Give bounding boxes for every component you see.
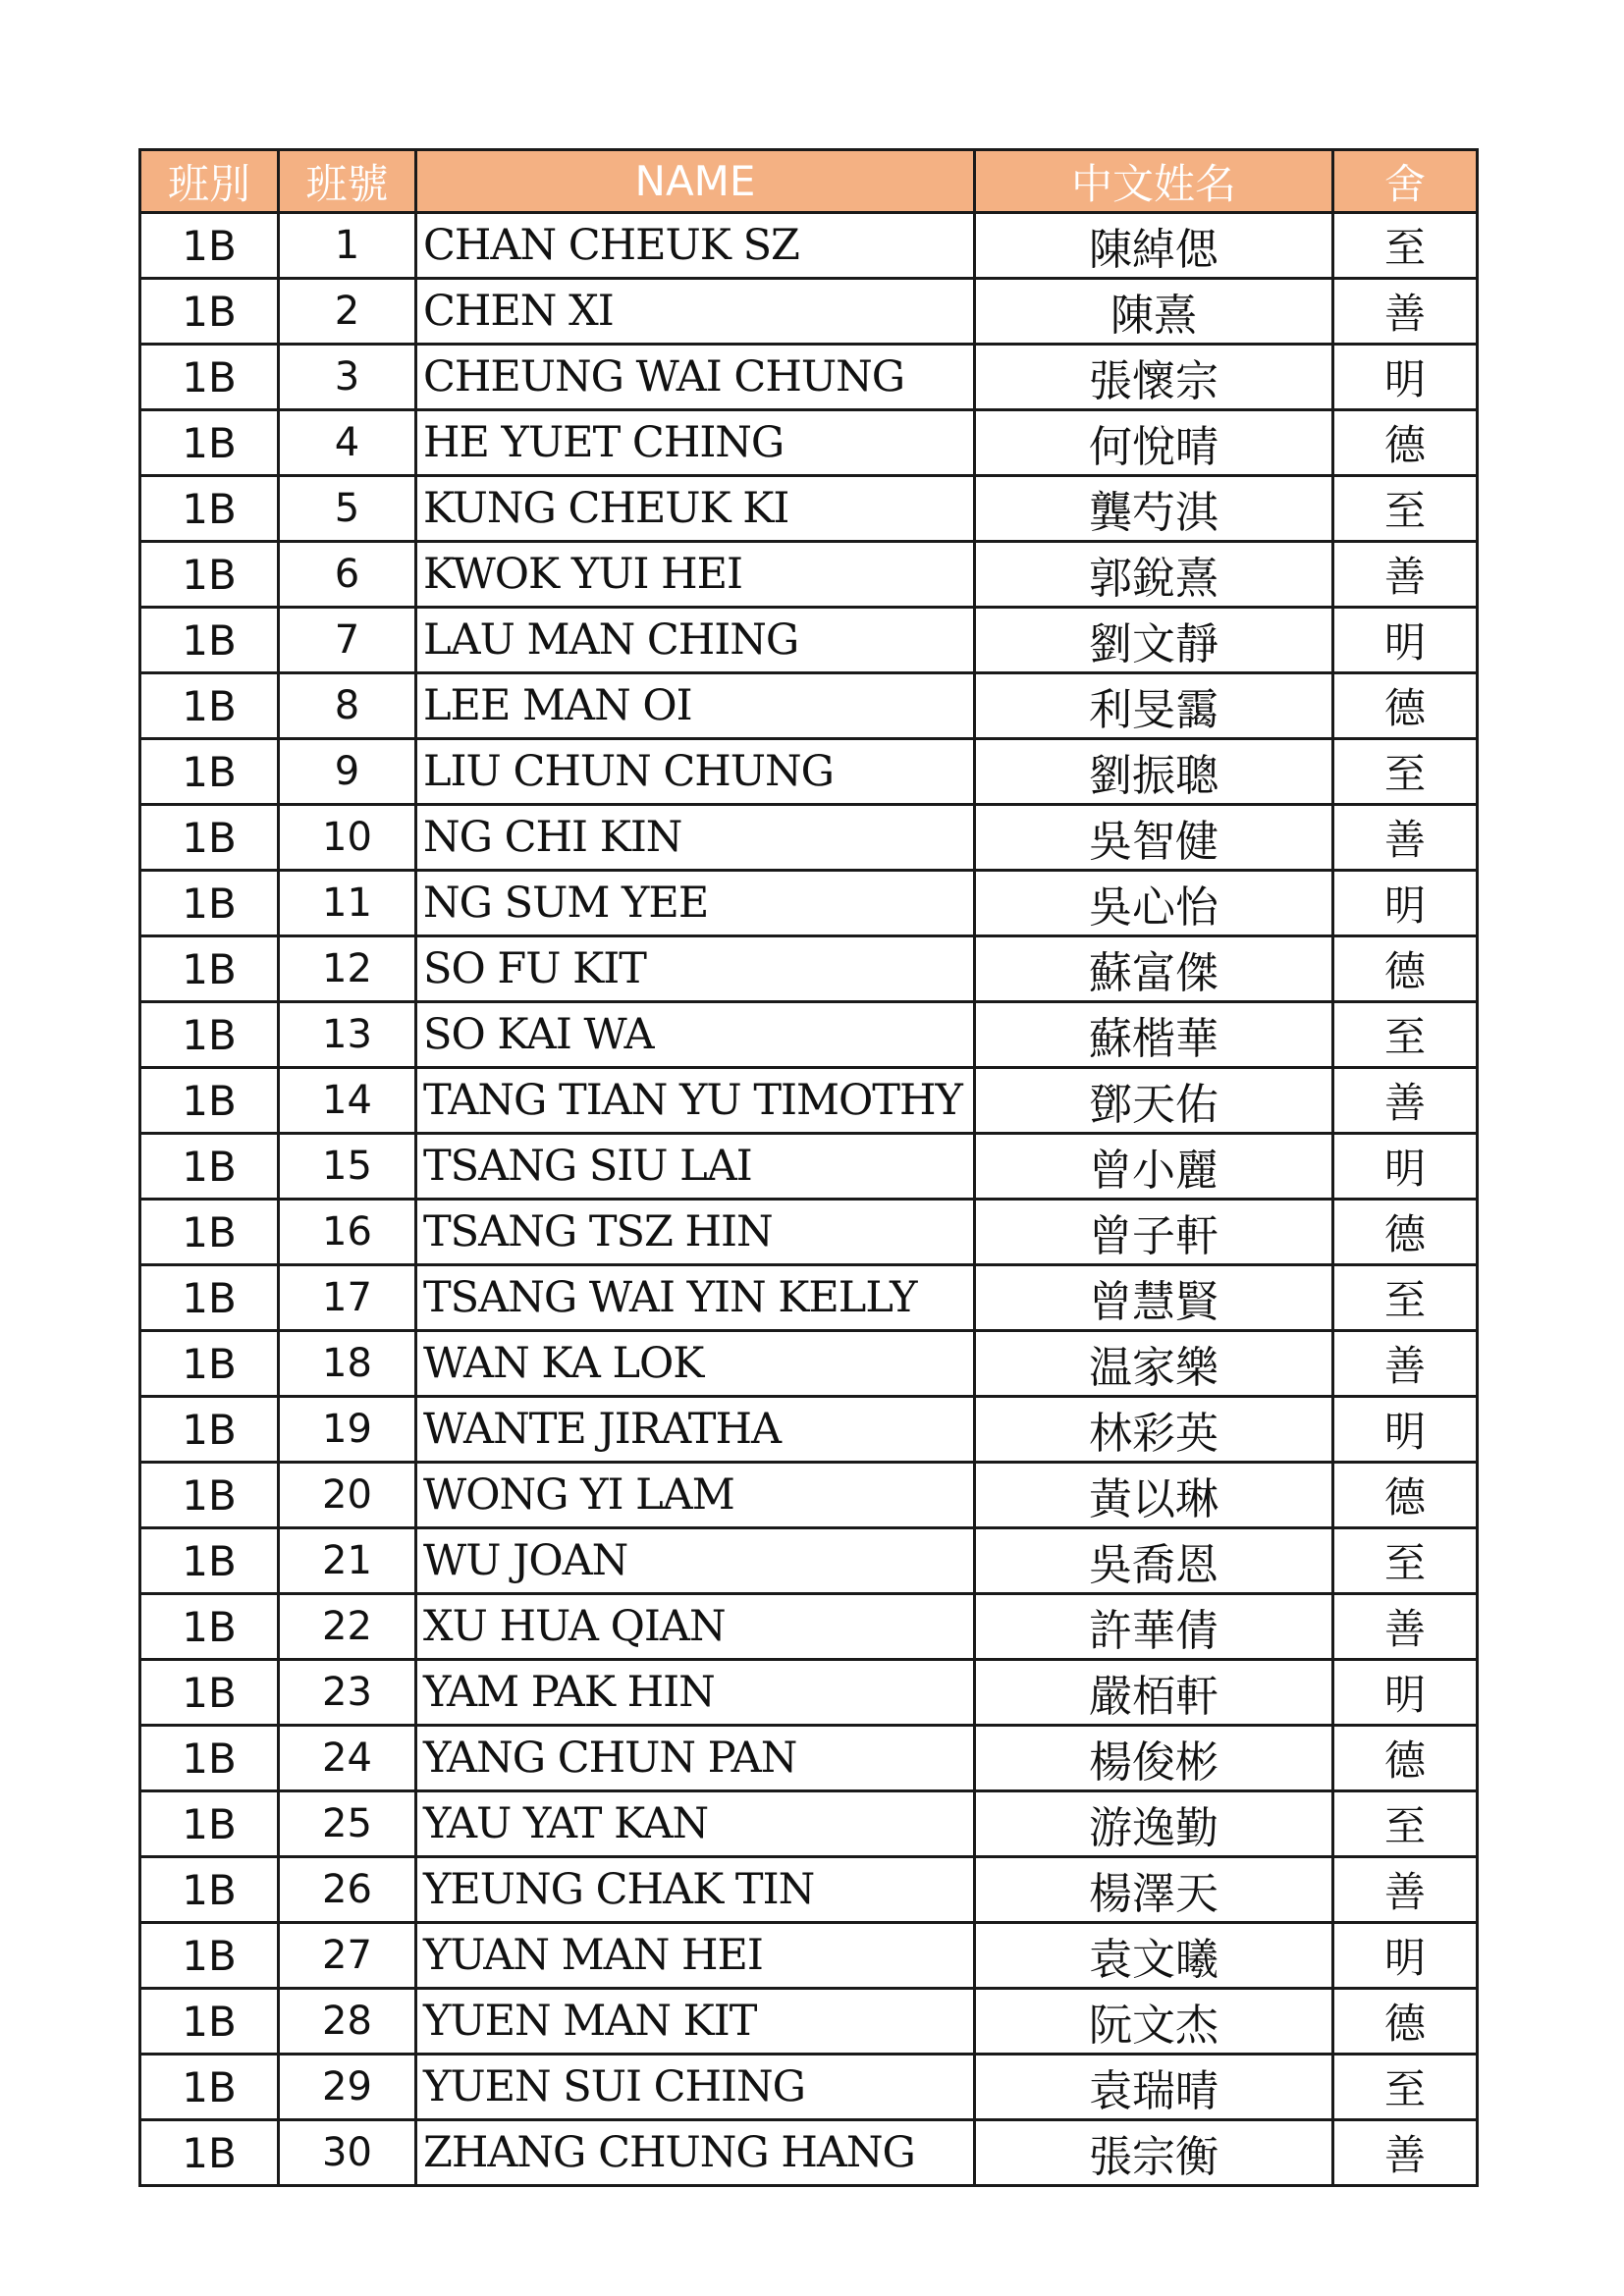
table-row <box>140 213 1478 279</box>
class-roster-table <box>138 148 1479 2187</box>
class-cell: 1B <box>140 1134 279 1200</box>
table-body <box>140 213 1478 2186</box>
class-cell: 1B <box>140 1265 279 1331</box>
chinese-name-cell: 陳綽偲 <box>975 213 1333 279</box>
class-cell: 1B <box>140 542 279 608</box>
english-name-cell: CHEN XI <box>416 279 975 345</box>
table-row <box>140 1134 1478 1200</box>
chinese-name-cell: 曾小麗 <box>975 1134 1333 1200</box>
student-number-cell: 17 <box>279 1265 416 1331</box>
class-cell: 1B <box>140 345 279 410</box>
class-cell: 1B <box>140 1200 279 1265</box>
student-number-cell: 20 <box>279 1463 416 1528</box>
chinese-name-cell: 張宗衡 <box>975 2120 1333 2186</box>
table-row <box>140 1265 1478 1331</box>
student-number-cell: 18 <box>279 1331 416 1397</box>
table-row <box>140 1331 1478 1397</box>
english-name-cell: WAN KA LOK <box>416 1331 975 1397</box>
chinese-name-cell: 袁瑞晴 <box>975 2055 1333 2120</box>
class-cell: 1B <box>140 1594 279 1660</box>
chinese-name-cell: 游逸勤 <box>975 1791 1333 1857</box>
student-number-cell: 23 <box>279 1660 416 1726</box>
house-cell: 至 <box>1333 1528 1478 1594</box>
class-cell: 1B <box>140 673 279 739</box>
english-name-cell: CHAN CHEUK SZ <box>416 213 975 279</box>
house-cell: 至 <box>1333 213 1478 279</box>
student-number-cell: 28 <box>279 1989 416 2055</box>
chinese-name-cell: 郭銳熹 <box>975 542 1333 608</box>
house-cell: 德 <box>1333 410 1478 476</box>
student-number-cell: 8 <box>279 673 416 739</box>
english-name-cell: LIU CHUN CHUNG <box>416 739 975 805</box>
house-cell: 至 <box>1333 1791 1478 1857</box>
english-name-cell: YEUNG CHAK TIN <box>416 1857 975 1923</box>
house-cell: 德 <box>1333 1989 1478 2055</box>
student-number-cell: 26 <box>279 1857 416 1923</box>
class-cell: 1B <box>140 1989 279 2055</box>
house-cell: 明 <box>1333 1397 1478 1463</box>
column-header-class: 班別 <box>140 150 279 213</box>
house-cell: 明 <box>1333 1660 1478 1726</box>
house-cell: 善 <box>1333 542 1478 608</box>
chinese-name-cell: 張懷宗 <box>975 345 1333 410</box>
table-row <box>140 1594 1478 1660</box>
house-cell: 善 <box>1333 1594 1478 1660</box>
chinese-name-cell: 楊澤天 <box>975 1857 1333 1923</box>
chinese-name-cell: 吳心怡 <box>975 871 1333 936</box>
class-cell: 1B <box>140 1528 279 1594</box>
student-number-cell: 12 <box>279 936 416 1002</box>
student-number-cell: 22 <box>279 1594 416 1660</box>
class-cell: 1B <box>140 1397 279 1463</box>
table-row <box>140 1002 1478 1068</box>
english-name-cell: CHEUNG WAI CHUNG <box>416 345 975 410</box>
chinese-name-cell: 嚴栢軒 <box>975 1660 1333 1726</box>
house-cell: 明 <box>1333 345 1478 410</box>
chinese-name-cell: 陳熹 <box>975 279 1333 345</box>
class-cell: 1B <box>140 739 279 805</box>
class-cell: 1B <box>140 871 279 936</box>
chinese-name-cell: 蘇富傑 <box>975 936 1333 1002</box>
table-row <box>140 1923 1478 1989</box>
table-row <box>140 608 1478 673</box>
table-row <box>140 476 1478 542</box>
student-number-cell: 19 <box>279 1397 416 1463</box>
chinese-name-cell: 林彩英 <box>975 1397 1333 1463</box>
table-row <box>140 936 1478 1002</box>
student-number-cell: 15 <box>279 1134 416 1200</box>
class-cell: 1B <box>140 1002 279 1068</box>
class-cell: 1B <box>140 936 279 1002</box>
table-row <box>140 739 1478 805</box>
house-cell: 德 <box>1333 673 1478 739</box>
english-name-cell: WU JOAN <box>416 1528 975 1594</box>
english-name-cell: YUAN MAN HEI <box>416 1923 975 1989</box>
chinese-name-cell: 劉文靜 <box>975 608 1333 673</box>
table-row <box>140 2120 1478 2186</box>
student-number-cell: 1 <box>279 213 416 279</box>
student-number-cell: 29 <box>279 2055 416 2120</box>
class-cell: 1B <box>140 1463 279 1528</box>
student-number-cell: 21 <box>279 1528 416 1594</box>
house-cell: 至 <box>1333 1265 1478 1331</box>
table-row <box>140 1528 1478 1594</box>
student-number-cell: 10 <box>279 805 416 871</box>
student-number-cell: 14 <box>279 1068 416 1134</box>
table-row <box>140 805 1478 871</box>
student-number-cell: 3 <box>279 345 416 410</box>
class-cell: 1B <box>140 1068 279 1134</box>
chinese-name-cell: 許華倩 <box>975 1594 1333 1660</box>
english-name-cell: HE YUET CHING <box>416 410 975 476</box>
table-header <box>140 150 1478 213</box>
english-name-cell: YAM PAK HIN <box>416 1660 975 1726</box>
student-number-cell: 2 <box>279 279 416 345</box>
house-cell: 德 <box>1333 1200 1478 1265</box>
table-row <box>140 2055 1478 2120</box>
chinese-name-cell: 阮文杰 <box>975 1989 1333 2055</box>
chinese-name-cell: 温家樂 <box>975 1331 1333 1397</box>
chinese-name-cell: 劉振聰 <box>975 739 1333 805</box>
english-name-cell: KUNG CHEUK KI <box>416 476 975 542</box>
class-cell: 1B <box>140 2120 279 2186</box>
table-row <box>140 1463 1478 1528</box>
class-cell: 1B <box>140 1726 279 1791</box>
student-number-cell: 24 <box>279 1726 416 1791</box>
class-cell: 1B <box>140 1660 279 1726</box>
chinese-name-cell: 曾子軒 <box>975 1200 1333 1265</box>
house-cell: 至 <box>1333 1002 1478 1068</box>
house-cell: 善 <box>1333 805 1478 871</box>
chinese-name-cell: 袁文曦 <box>975 1923 1333 1989</box>
house-cell: 善 <box>1333 1331 1478 1397</box>
english-name-cell: TSANG SIU LAI <box>416 1134 975 1200</box>
header-row <box>140 150 1478 213</box>
house-cell: 善 <box>1333 279 1478 345</box>
table-row <box>140 1660 1478 1726</box>
house-cell: 至 <box>1333 2055 1478 2120</box>
english-name-cell: NG CHI KIN <box>416 805 975 871</box>
class-cell: 1B <box>140 1857 279 1923</box>
table-row <box>140 1857 1478 1923</box>
table-row <box>140 1068 1478 1134</box>
table-row <box>140 1791 1478 1857</box>
house-cell: 善 <box>1333 1857 1478 1923</box>
class-cell: 1B <box>140 213 279 279</box>
chinese-name-cell: 吳智健 <box>975 805 1333 871</box>
column-header-house: 舍 <box>1333 150 1478 213</box>
column-header-chinese-name: 中文姓名 <box>975 150 1333 213</box>
table-row <box>140 345 1478 410</box>
chinese-name-cell: 何悅晴 <box>975 410 1333 476</box>
class-cell: 1B <box>140 1331 279 1397</box>
student-number-cell: 9 <box>279 739 416 805</box>
table-row <box>140 1200 1478 1265</box>
english-name-cell: XU HUA QIAN <box>416 1594 975 1660</box>
chinese-name-cell: 龔芍淇 <box>975 476 1333 542</box>
house-cell: 善 <box>1333 2120 1478 2186</box>
english-name-cell: YUEN MAN KIT <box>416 1989 975 2055</box>
house-cell: 至 <box>1333 739 1478 805</box>
class-cell: 1B <box>140 1791 279 1857</box>
house-cell: 善 <box>1333 1068 1478 1134</box>
chinese-name-cell: 利旻靄 <box>975 673 1333 739</box>
english-name-cell: KWOK YUI HEI <box>416 542 975 608</box>
house-cell: 至 <box>1333 476 1478 542</box>
table-row <box>140 1397 1478 1463</box>
house-cell: 德 <box>1333 1463 1478 1528</box>
table-row <box>140 1989 1478 2055</box>
student-number-cell: 4 <box>279 410 416 476</box>
student-number-cell: 13 <box>279 1002 416 1068</box>
column-header-name: NAME <box>416 150 975 213</box>
english-name-cell: LAU MAN CHING <box>416 608 975 673</box>
house-cell: 明 <box>1333 1134 1478 1200</box>
house-cell: 明 <box>1333 871 1478 936</box>
class-cell: 1B <box>140 410 279 476</box>
english-name-cell: SO KAI WA <box>416 1002 975 1068</box>
student-number-cell: 7 <box>279 608 416 673</box>
class-cell: 1B <box>140 805 279 871</box>
table-row <box>140 1726 1478 1791</box>
class-cell: 1B <box>140 2055 279 2120</box>
column-header-number: 班號 <box>279 150 416 213</box>
english-name-cell: YUEN SUI CHING <box>416 2055 975 2120</box>
student-number-cell: 27 <box>279 1923 416 1989</box>
english-name-cell: WANTE JIRATHA <box>416 1397 975 1463</box>
house-cell: 明 <box>1333 608 1478 673</box>
class-cell: 1B <box>140 279 279 345</box>
english-name-cell: TSANG TSZ HIN <box>416 1200 975 1265</box>
house-cell: 德 <box>1333 1726 1478 1791</box>
english-name-cell: NG SUM YEE <box>416 871 975 936</box>
chinese-name-cell: 鄧天佑 <box>975 1068 1333 1134</box>
class-cell: 1B <box>140 608 279 673</box>
table-row <box>140 542 1478 608</box>
english-name-cell: ZHANG CHUNG HANG <box>416 2120 975 2186</box>
house-cell: 德 <box>1333 936 1478 1002</box>
class-cell: 1B <box>140 1923 279 1989</box>
student-number-cell: 16 <box>279 1200 416 1265</box>
table-row <box>140 410 1478 476</box>
class-cell: 1B <box>140 476 279 542</box>
english-name-cell: TSANG WAI YIN KELLY <box>416 1265 975 1331</box>
house-cell: 明 <box>1333 1923 1478 1989</box>
english-name-cell: TANG TIAN YU TIMOTHY <box>416 1068 975 1134</box>
english-name-cell: WONG YI LAM <box>416 1463 975 1528</box>
table-row <box>140 673 1478 739</box>
chinese-name-cell: 吳喬恩 <box>975 1528 1333 1594</box>
student-number-cell: 6 <box>279 542 416 608</box>
student-number-cell: 5 <box>279 476 416 542</box>
table-row <box>140 279 1478 345</box>
english-name-cell: LEE MAN OI <box>416 673 975 739</box>
english-name-cell: YAU YAT KAN <box>416 1791 975 1857</box>
english-name-cell: SO FU KIT <box>416 936 975 1002</box>
english-name-cell: YANG CHUN PAN <box>416 1726 975 1791</box>
chinese-name-cell: 蘇楷華 <box>975 1002 1333 1068</box>
student-number-cell: 25 <box>279 1791 416 1857</box>
student-number-cell: 11 <box>279 871 416 936</box>
student-number-cell: 30 <box>279 2120 416 2186</box>
chinese-name-cell: 楊俊彬 <box>975 1726 1333 1791</box>
table-row <box>140 871 1478 936</box>
chinese-name-cell: 曾慧賢 <box>975 1265 1333 1331</box>
chinese-name-cell: 黃以琳 <box>975 1463 1333 1528</box>
